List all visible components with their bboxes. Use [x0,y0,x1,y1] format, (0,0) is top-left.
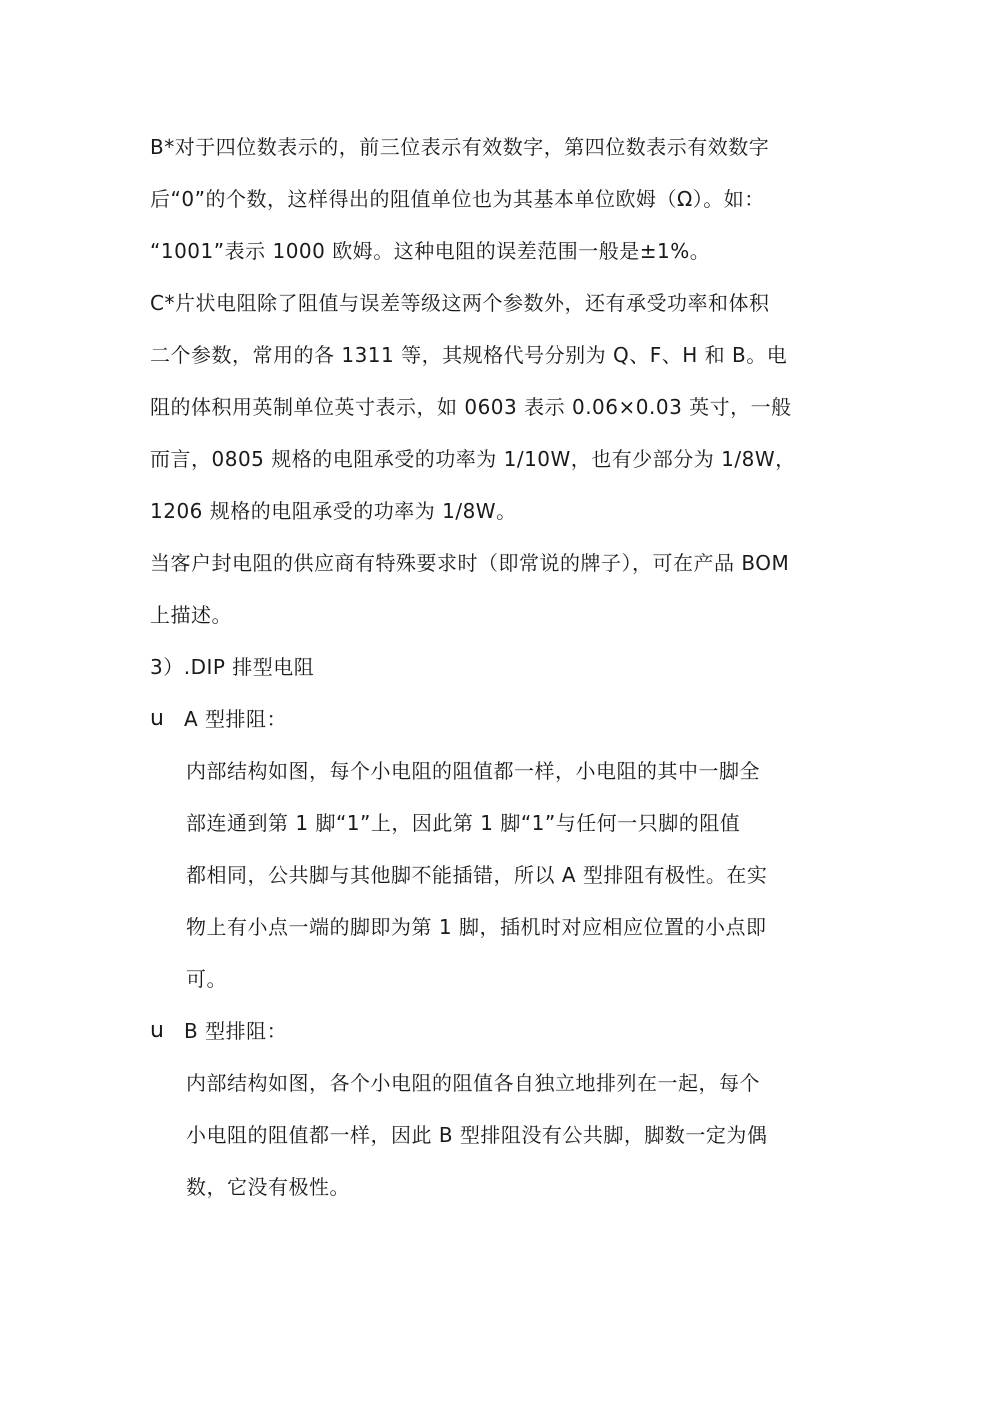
paragraph-b-line-1: B*对于四位数表示的，前三位表示有效数字，第四位数表示有效数字 [150,135,770,159]
type-b-line-2: 小电阻的阻值都一样，因此 B 型排阻没有公共脚，脚数一定为偶 [186,1123,768,1147]
type-a-line-3: 都相同，公共脚与其他脚不能插错，所以 A 型排阻有极性。在实 [186,863,768,887]
paragraph-c-line-1: C*片状电阻除了阻值与误差等级这两个参数外，还有承受功率和体积 [150,291,770,315]
paragraph-c-line-4: 而言，0805 规格的电阻承受的功率为 1/10W，也有少部分为 1/8W， [150,447,796,471]
bullet-icon: u [150,1018,164,1043]
section-heading: 3）.DIP 排型电阻 [150,655,315,679]
paragraph-c-line-3: 阻的体积用英制单位英寸表示，如 0603 表示 0.06×0.03 英寸，一般 [150,395,792,419]
type-a-line-1: 内部结构如图，每个小电阻的阻值都一样，小电阻的其中一脚全 [186,759,760,783]
paragraph-c-line-2: 二个参数，常用的各 1311 等，其规格代号分别为 Q、F、H 和 B。电 [150,343,788,367]
type-b-line-3: 数，它没有极性。 [186,1175,350,1199]
paragraph-b-line-3: “1001”表示 1000 欧姆。这种电阻的误差范围一般是±1%。 [150,239,711,263]
type-b-line-1: 内部结构如图，各个小电阻的阻值各自独立地排列在一起，每个 [186,1071,760,1095]
type-a-line-4: 物上有小点一端的脚即为第 1 脚，插机时对应相应位置的小点即 [186,915,767,939]
type-a-line-2: 部连通到第 1 脚“1”上，因此第 1 脚“1”与任何一只脚的阻值 [186,811,741,835]
paragraph-b-line-2: 后“0”的个数，这样得出的阻值单位也为其基本单位欧姆（Ω）。如： [150,187,765,211]
type-a-line-5: 可。 [186,967,227,991]
paragraph-bom-line-1: 当客户封电阻的供应商有特殊要求时（即常说的牌子），可在产品 BOM [150,551,790,575]
paragraph-c-line-5: 1206 规格的电阻承受的功率为 1/8W。 [150,499,517,523]
type-a-title: A 型排阻： [184,707,288,731]
bullet-icon: u [150,706,164,731]
type-b-title: B 型排阻： [184,1019,288,1043]
paragraph-bom-line-2: 上描述。 [150,603,232,627]
